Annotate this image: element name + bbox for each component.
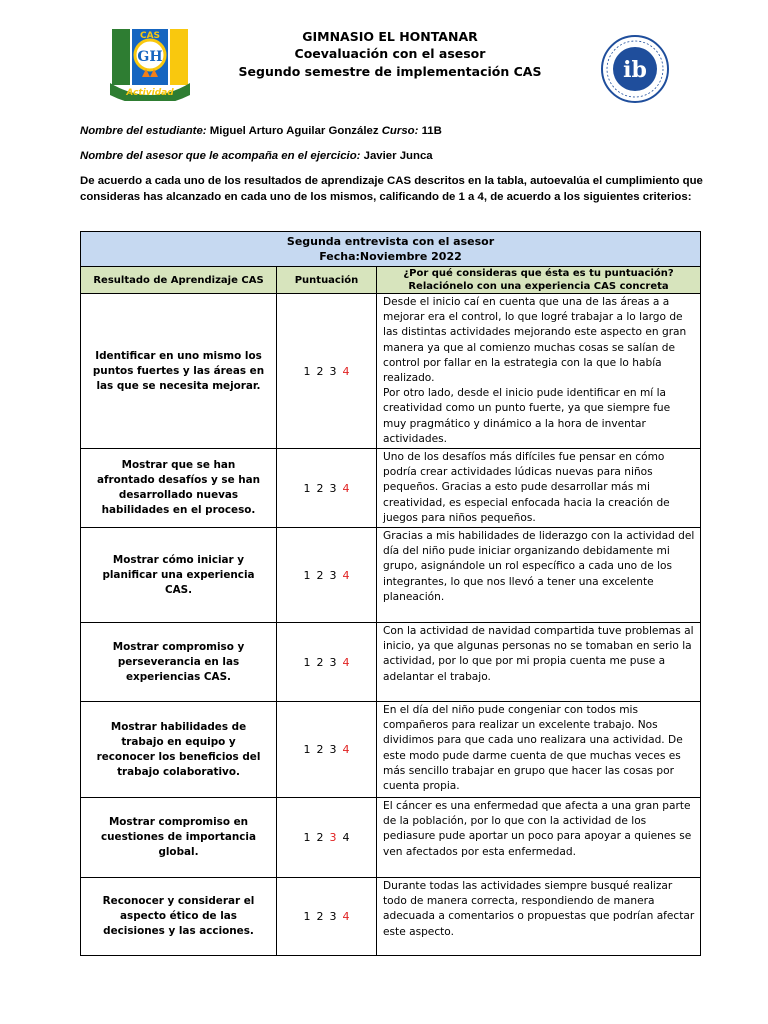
score-option: 4	[342, 910, 350, 924]
reason-cell: Gracias a mis habilidades de liderazgo con la actividad del día del niño pude iniciar organizando debidamente mi grupo, asignándole un rol específico a cada uno de los integrantes, lo que nos llevó a tener una excelente planeación.	[377, 528, 701, 623]
reason-cell: El cáncer es una enfermedad que afecta a una gran parte de la población, por lo que con la actividad de los pediasure pude aportar un poco para apoyar a quienes se ven afectados por esta enfermedad.	[377, 798, 701, 878]
outcome-cell: Identificar en uno mismo los puntos fuertes y las áreas en las que se necesita mejorar.	[81, 294, 277, 449]
advisor-name: Javier Junca	[363, 150, 433, 162]
score-option: 3	[329, 655, 337, 669]
student-line	[80, 123, 740, 139]
outcome-cell: Mostrar compromiso y perseverancia en las experiencias CAS.	[81, 623, 277, 702]
school-name: GIMNASIO EL HONTANAR	[302, 29, 478, 44]
instructions: De acuerdo a cada uno de los resultados de aprendizaje CAS descritos en la tabla, autoevalúa el cumplimiento que consideras has alcanzado en cada uno de los mismos, calificando de 1 a 4, de acuerdo a los siguientes criterios:	[80, 175, 703, 203]
document-subtitle: Segundo semestre de implementación CAS	[238, 64, 542, 79]
outcome-cell: Mostrar que se han afrontado desafíos y se han desarrollado nuevas habilidades en el proceso.	[81, 449, 277, 528]
score-option: 4	[342, 831, 350, 845]
score-option: 2	[316, 655, 324, 669]
score-cell	[277, 528, 377, 623]
score-cell	[277, 449, 377, 528]
document-title: Coevaluación con el asesor	[294, 46, 486, 61]
logo-cas-text: CAS	[139, 31, 161, 41]
column-header-reason-line2: Relaciónelo con una experiencia CAS concreta	[408, 281, 669, 292]
column-header-outcome: Resultado de Aprendizaje CAS	[81, 267, 277, 294]
score-cell	[277, 798, 377, 878]
score-cell	[277, 294, 377, 449]
table-title-line2: Fecha:Noviembre 2022	[319, 250, 462, 263]
column-header-reason	[377, 267, 701, 294]
logo-actividad-text: Actividad	[126, 88, 174, 98]
reason-paragraph: Por otro lado, desde el inicio pude identificar en mí la creatividad como un punto fuerte, ya que siempre fue muy pragmático y dinámico a la hora de inventar actividades.	[383, 387, 671, 445]
score-option: 4	[342, 364, 350, 378]
score-option: 3	[329, 364, 337, 378]
score-option: 1	[303, 831, 311, 845]
table-row	[81, 702, 701, 798]
reason-cell	[377, 294, 701, 449]
reason-cell: Con la actividad de navidad compartida tuve problemas al inicio, ya que algunas personas no se tomaban en serio la actividad, por lo que por mi propia cuenta me puse a adelantar el trabajo.	[377, 623, 701, 702]
reason-cell: Uno de los desafíos más difíciles fue pensar en cómo podría crear actividades lúdicas nuevas para niños pequeños. Gracias a esto pude desarrollar más mi creatividad, es especial enfocada hacia la creación de juegos para niños pequeños.	[377, 449, 701, 528]
score-option: 3	[329, 481, 337, 495]
table-row	[81, 528, 701, 623]
table-title	[81, 232, 701, 267]
score-cell	[277, 878, 377, 956]
score-option: 3	[329, 910, 337, 924]
cas-logo	[106, 25, 194, 101]
score-option: 4	[342, 481, 350, 495]
ib-logo-text: ib	[623, 57, 647, 83]
table-title-line1: Segunda entrevista con el asesor	[286, 235, 495, 248]
evaluation-table	[80, 231, 701, 956]
student-name: Miguel Arturo Aguilar González	[209, 125, 379, 137]
score-option: 2	[316, 910, 324, 924]
score-option: 1	[303, 743, 311, 757]
table-row	[81, 623, 701, 702]
column-header-reason-line1: ¿Por qué consideras que ésta es tu puntuación?	[403, 268, 674, 279]
course-value: 11B	[421, 125, 442, 137]
score-option: 1	[303, 364, 311, 378]
score-option: 3	[329, 568, 337, 582]
course-label: Curso:	[381, 125, 419, 137]
advisor-line	[80, 148, 740, 164]
reason-cell: En el día del niño pude congeniar con todos mis compañeros para realizar un excelente trabajo. Nos dividimos para que cada uno realizara una actividad. De este modo pude darme cuenta de que muchas veces es más sencillo trabajar en grupo que hacer las cosas por cuenta propia.	[377, 702, 701, 798]
table-row	[81, 294, 701, 449]
column-header-score: Puntuación	[277, 267, 377, 294]
score-option: 1	[303, 655, 311, 669]
outcome-cell: Mostrar cómo iniciar y planificar una experiencia CAS.	[81, 528, 277, 623]
reason-paragraph: Desde el inicio caí en cuenta que una de las áreas a a mejorar era el control, lo que logré trabajar a lo largo de las distintas actividades mejorando este aspecto en gran manera ya que al comienzo muchas cosas se salían de control por fallar en la estrategia con la que lo había realizado.	[383, 296, 687, 385]
score-cell	[277, 702, 377, 798]
score-option: 2	[316, 743, 324, 757]
score-option: 2	[316, 831, 324, 845]
table-row	[81, 798, 701, 878]
score-option: 1	[303, 910, 311, 924]
score-option: 1	[303, 568, 311, 582]
score-option: 4	[342, 568, 350, 582]
score-option: 3	[329, 743, 337, 757]
advisor-label: Nombre del asesor que le acompaña en el ejercicio:	[80, 150, 361, 162]
outcome-cell: Mostrar compromiso en cuestiones de importancia global.	[81, 798, 277, 878]
score-option: 2	[316, 364, 324, 378]
table-row	[81, 878, 701, 956]
ib-logo	[600, 34, 670, 104]
score-option: 1	[303, 481, 311, 495]
score-option: 2	[316, 481, 324, 495]
outcome-cell: Mostrar habilidades de trabajo en equipo y reconocer los beneficios del trabajo colaborativo.	[81, 702, 277, 798]
outcome-cell: Reconocer y considerar el aspecto ético de las decisiones y las acciones.	[81, 878, 277, 956]
score-option: 2	[316, 568, 324, 582]
score-option: 4	[342, 655, 350, 669]
student-label: Nombre del estudiante:	[80, 125, 207, 137]
logo-initials: GH	[137, 49, 163, 65]
score-option: 4	[342, 743, 350, 757]
table-row	[81, 449, 701, 528]
reason-cell: Durante todas las actividades siempre busqué realizar todo de manera correcta, respondiendo de manera adecuada a comentarios o propuestas que podrían afectar este aspecto.	[377, 878, 701, 956]
score-cell	[277, 623, 377, 702]
score-option: 3	[329, 831, 337, 845]
